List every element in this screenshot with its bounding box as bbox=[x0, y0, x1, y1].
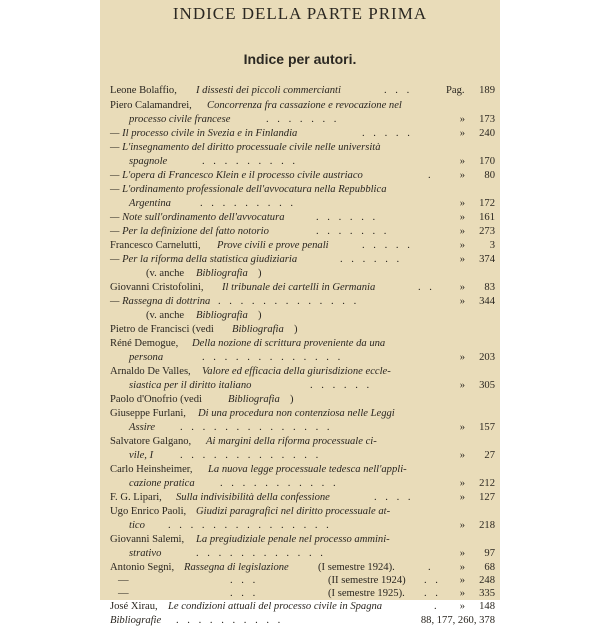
ditto-marker: » bbox=[459, 128, 465, 139]
entry-title: La pregiudiziale penale nel processo ammini- bbox=[196, 534, 390, 545]
page-number: 189 bbox=[479, 85, 495, 96]
author-name: Carlo Heinsheimer, bbox=[110, 464, 193, 475]
ditto-marker: » bbox=[459, 548, 465, 559]
index-entry bbox=[110, 435, 495, 449]
author-name: Giovanni Cristofolini, bbox=[110, 282, 204, 293]
entry-title: Ai margini della riforma processuale ci- bbox=[206, 436, 377, 447]
index-entry-continuation bbox=[110, 155, 495, 169]
ditto-marker: » bbox=[459, 422, 465, 433]
page-number: 218 bbox=[479, 520, 495, 531]
ditto-marker: » bbox=[459, 380, 465, 391]
leader-dots: . . bbox=[418, 282, 435, 293]
ditto-marker: » bbox=[459, 296, 465, 307]
index-entry bbox=[110, 393, 495, 407]
index-entry bbox=[110, 407, 495, 421]
entry-title: Le condizioni attuali del processo civile in Spagna bbox=[168, 601, 383, 612]
ditto-marker: » bbox=[459, 352, 465, 363]
page-number: 172 bbox=[479, 198, 495, 209]
entry-title: — L'ordinamento professionale dell'avvocatura nella Repubblica bbox=[110, 184, 387, 195]
see-also-close: ) bbox=[258, 310, 262, 321]
entry-note: (I semestre 1924). bbox=[318, 562, 395, 573]
ditto-marker: » bbox=[459, 212, 465, 223]
page-number: 170 bbox=[479, 156, 495, 167]
index-entry-continuation bbox=[110, 421, 495, 435]
page-number: 173 bbox=[479, 114, 495, 125]
index-entry bbox=[110, 561, 495, 575]
ditto-marker: » bbox=[459, 601, 465, 612]
entry-title: Assire bbox=[129, 422, 156, 433]
ditto-marker: » bbox=[459, 450, 465, 461]
ditto-marker: » bbox=[459, 198, 465, 209]
author-name: Pietro de Francisci (vedi bbox=[110, 324, 214, 335]
index-entry bbox=[110, 127, 495, 141]
index-entry bbox=[110, 253, 495, 267]
entry-title: Sulla indivisibilità della confessione bbox=[176, 492, 330, 503]
leader-dots: . . . . . . . . . . . . . bbox=[202, 352, 344, 363]
entry-title: — L'insegnamento del diritto processuale civile nelle università bbox=[110, 142, 381, 153]
index-entry bbox=[110, 574, 495, 588]
index-entry bbox=[110, 505, 495, 519]
index-entry bbox=[110, 365, 495, 379]
entry-title: vile, I bbox=[129, 450, 154, 461]
index-entry-continuation bbox=[110, 379, 495, 393]
entry-title: cazione pratica bbox=[129, 478, 195, 489]
leader-dots: . . . . . . . . . bbox=[202, 156, 299, 167]
entry-title: La nuova legge processuale tedesca nell'appli- bbox=[208, 464, 407, 475]
leader-dots: . . . . . . . . . . . . bbox=[196, 548, 326, 559]
leader-dots: . . . . . . . bbox=[316, 226, 390, 237]
author-name: Giuseppe Furlani, bbox=[110, 408, 186, 419]
ditto-marker: » bbox=[459, 170, 465, 181]
leader-dots: . . . . . . bbox=[340, 254, 403, 265]
author-name: Paolo d'Onofrio (vedi bbox=[110, 394, 202, 405]
index-entry bbox=[110, 281, 495, 295]
page-marker: Pag. bbox=[446, 85, 465, 96]
index-entry-continuation bbox=[110, 197, 495, 211]
index-entry-continuation bbox=[110, 113, 495, 127]
page-number: 212 bbox=[479, 478, 495, 489]
index-entry-continuation bbox=[110, 477, 495, 491]
see-also-reference: Bibliografia bbox=[196, 268, 248, 279]
leader-dots: . . . . . . . bbox=[266, 114, 340, 125]
ditto-marker: » bbox=[459, 114, 465, 125]
leader-dots: . . bbox=[424, 575, 441, 586]
page-number: 3 bbox=[489, 240, 495, 251]
index-entry bbox=[110, 491, 495, 505]
index-entry bbox=[110, 587, 495, 601]
entry-title: strativo bbox=[129, 548, 162, 559]
leader-dots: . . . . . . . . . . . bbox=[220, 478, 339, 489]
ditto-marker: » bbox=[459, 282, 465, 293]
author-name: Ugo Enrico Paoli, bbox=[110, 506, 187, 517]
author-name: Giovanni Salemi, bbox=[110, 534, 185, 545]
entry-title: — Il processo civile in Svezia e in Finlandia bbox=[110, 128, 298, 139]
section-heading: Indice per autori. bbox=[243, 51, 357, 67]
ditto-marker: » bbox=[459, 588, 465, 599]
author-name: Salvatore Galgano, bbox=[110, 436, 192, 447]
page-number: 83 bbox=[484, 282, 495, 293]
entry-title: — L'opera di Francesco Klein e il processo civile austriaco bbox=[110, 170, 363, 181]
index-entry bbox=[110, 211, 495, 225]
index-entry bbox=[110, 239, 495, 253]
leader-dots: . bbox=[434, 601, 440, 612]
leader-dots: . . . . . . . . . . . . . bbox=[180, 450, 322, 461]
leader-dots: . . . . . bbox=[362, 128, 413, 139]
see-also-close: ) bbox=[294, 324, 298, 335]
page-number: 27 bbox=[484, 450, 495, 461]
page-number: 148 bbox=[479, 601, 495, 612]
leader-dots: . . . bbox=[230, 575, 259, 586]
see-also-reference: Bibliografia bbox=[228, 394, 280, 405]
entry-title: — Note sull'ordinamento dell'avvocatura bbox=[110, 212, 285, 223]
ditto-marker: » bbox=[459, 240, 465, 251]
index-entry-continuation bbox=[110, 547, 495, 561]
page-number: 305 bbox=[479, 380, 495, 391]
ditto-marker: » bbox=[459, 492, 465, 503]
leader-dots: . . bbox=[424, 588, 441, 599]
see-also-reference: Bibliografia bbox=[232, 324, 284, 335]
leader-dots: . . . bbox=[384, 85, 413, 96]
index-entry bbox=[110, 323, 495, 337]
see-also-text: (v. anche bbox=[146, 268, 185, 279]
index-entry bbox=[110, 84, 495, 98]
entry-title: Valore ed efficacia della giurisdizione eccle- bbox=[202, 366, 391, 377]
entry-title: processo civile francese bbox=[129, 114, 231, 125]
page-number: 240 bbox=[479, 128, 495, 139]
ditto-marker: » bbox=[459, 156, 465, 167]
page-number: 157 bbox=[479, 422, 495, 433]
author-name: Leone Bolaffio, bbox=[110, 85, 177, 96]
leader-dots: . . . . . . bbox=[316, 212, 379, 223]
entry-title: — Per la definizione del fatto notorio bbox=[110, 226, 269, 237]
ditto-marker: » bbox=[459, 520, 465, 531]
entry-title: — Per la riforma della statistica giudiziaria bbox=[110, 254, 298, 265]
ditto-marker: » bbox=[459, 254, 465, 265]
see-also-text: (v. anche bbox=[146, 310, 185, 321]
leader-dots: . . . . . . bbox=[310, 380, 373, 391]
page-numbers: 88, 177, 260, 378 bbox=[420, 615, 495, 626]
page-number: 127 bbox=[479, 492, 495, 503]
index-entry bbox=[110, 99, 495, 113]
leader-dots: . . . . . . . . . . . . . bbox=[218, 296, 360, 307]
leader-dots: . . . . . bbox=[362, 240, 413, 251]
index-entry bbox=[110, 183, 495, 197]
index-entry bbox=[110, 614, 495, 628]
ditto-marker: » bbox=[459, 575, 465, 586]
author-name: José Xirau, bbox=[110, 601, 158, 612]
page-number: 161 bbox=[479, 212, 495, 223]
ditto-marker: » bbox=[459, 478, 465, 489]
leader-dots: . . . . . . . . . bbox=[200, 198, 297, 209]
entry-title: persona bbox=[129, 352, 164, 363]
page-number: 68 bbox=[484, 562, 495, 573]
see-also-close: ) bbox=[258, 268, 262, 279]
index-entry-continuation bbox=[110, 351, 495, 365]
leader-dots: . . . . . . . . . . bbox=[176, 615, 284, 626]
ditto-dash: — bbox=[118, 588, 129, 599]
entry-title: tico bbox=[129, 520, 145, 531]
entry-title: Della nozione di scrittura proveniente da una bbox=[192, 338, 386, 349]
page-number: 203 bbox=[479, 352, 495, 363]
index-entry bbox=[110, 141, 495, 155]
entry-note: (I semestre 1925). bbox=[328, 588, 405, 599]
entry-title: — Rassegna di dottrina bbox=[110, 296, 211, 307]
index-entry bbox=[110, 463, 495, 477]
index-entry bbox=[110, 295, 495, 309]
page-number: 335 bbox=[479, 588, 495, 599]
author-name: Piero Calamandrei, bbox=[110, 100, 192, 111]
page-number: 80 bbox=[484, 170, 495, 181]
index-entry bbox=[110, 533, 495, 547]
leader-dots: . . . . bbox=[374, 492, 414, 503]
index-entry-continuation bbox=[110, 519, 495, 533]
entry-title: Il tribunale dei cartelli in Germania bbox=[222, 282, 376, 293]
entry-title: siastica per il diritto italiano bbox=[129, 380, 252, 391]
leader-dots: . bbox=[428, 170, 434, 181]
author-name: Francesco Carnelutti, bbox=[110, 240, 201, 251]
see-also-note bbox=[110, 309, 495, 323]
see-also-note bbox=[110, 267, 495, 281]
entry-title: Prove civili e prove penali bbox=[217, 240, 329, 251]
leader-dots: . bbox=[428, 562, 434, 573]
see-also-reference: Bibliografia bbox=[196, 310, 248, 321]
entry-title: Di una procedura non contenziosa nelle Leggi bbox=[198, 408, 395, 419]
entry-title: spagnole bbox=[129, 156, 168, 167]
page-title: INDICE DELLA PARTE PRIMA bbox=[172, 4, 428, 23]
entry-title: Rassegna di legislazione bbox=[184, 562, 289, 573]
entry-note: (II semestre 1924) bbox=[328, 575, 406, 586]
index-entry-continuation bbox=[110, 449, 495, 463]
ditto-marker: » bbox=[459, 562, 465, 573]
index-entry bbox=[110, 600, 495, 614]
entry-title: Concorrenza fra cassazione e revocazione nel bbox=[207, 100, 402, 111]
entry-title: Argentina bbox=[129, 198, 171, 209]
leader-dots: . . . . . . . . . . . . . . bbox=[180, 422, 333, 433]
page-number: 374 bbox=[479, 254, 495, 265]
author-name: F. G. Lipari, bbox=[110, 492, 162, 503]
page-number: 97 bbox=[484, 548, 495, 559]
author-name: Arnaldo De Valles, bbox=[110, 366, 191, 377]
author-name: Réné Demogue, bbox=[110, 338, 179, 349]
entry-title: I dissesti dei piccoli commercianti bbox=[196, 85, 341, 96]
leader-dots: . . . bbox=[230, 588, 259, 599]
author-name: Antonio Segni, bbox=[110, 562, 175, 573]
see-also-close: ) bbox=[290, 394, 294, 405]
page-number: 344 bbox=[479, 296, 495, 307]
page-number: 248 bbox=[479, 575, 495, 586]
ditto-dash: — bbox=[118, 575, 129, 586]
leader-dots: . . . . . . . . . . . . . . . bbox=[168, 520, 332, 531]
entry-title: Bibliografie bbox=[110, 615, 162, 626]
page-number: 273 bbox=[479, 226, 495, 237]
ditto-marker: » bbox=[459, 226, 465, 237]
entry-title: Giudizi paragrafici nel diritto processuale at- bbox=[196, 506, 391, 517]
index-entry bbox=[110, 169, 495, 183]
index-entry bbox=[110, 225, 495, 239]
book-page bbox=[100, 0, 500, 626]
index-entry bbox=[110, 337, 495, 351]
